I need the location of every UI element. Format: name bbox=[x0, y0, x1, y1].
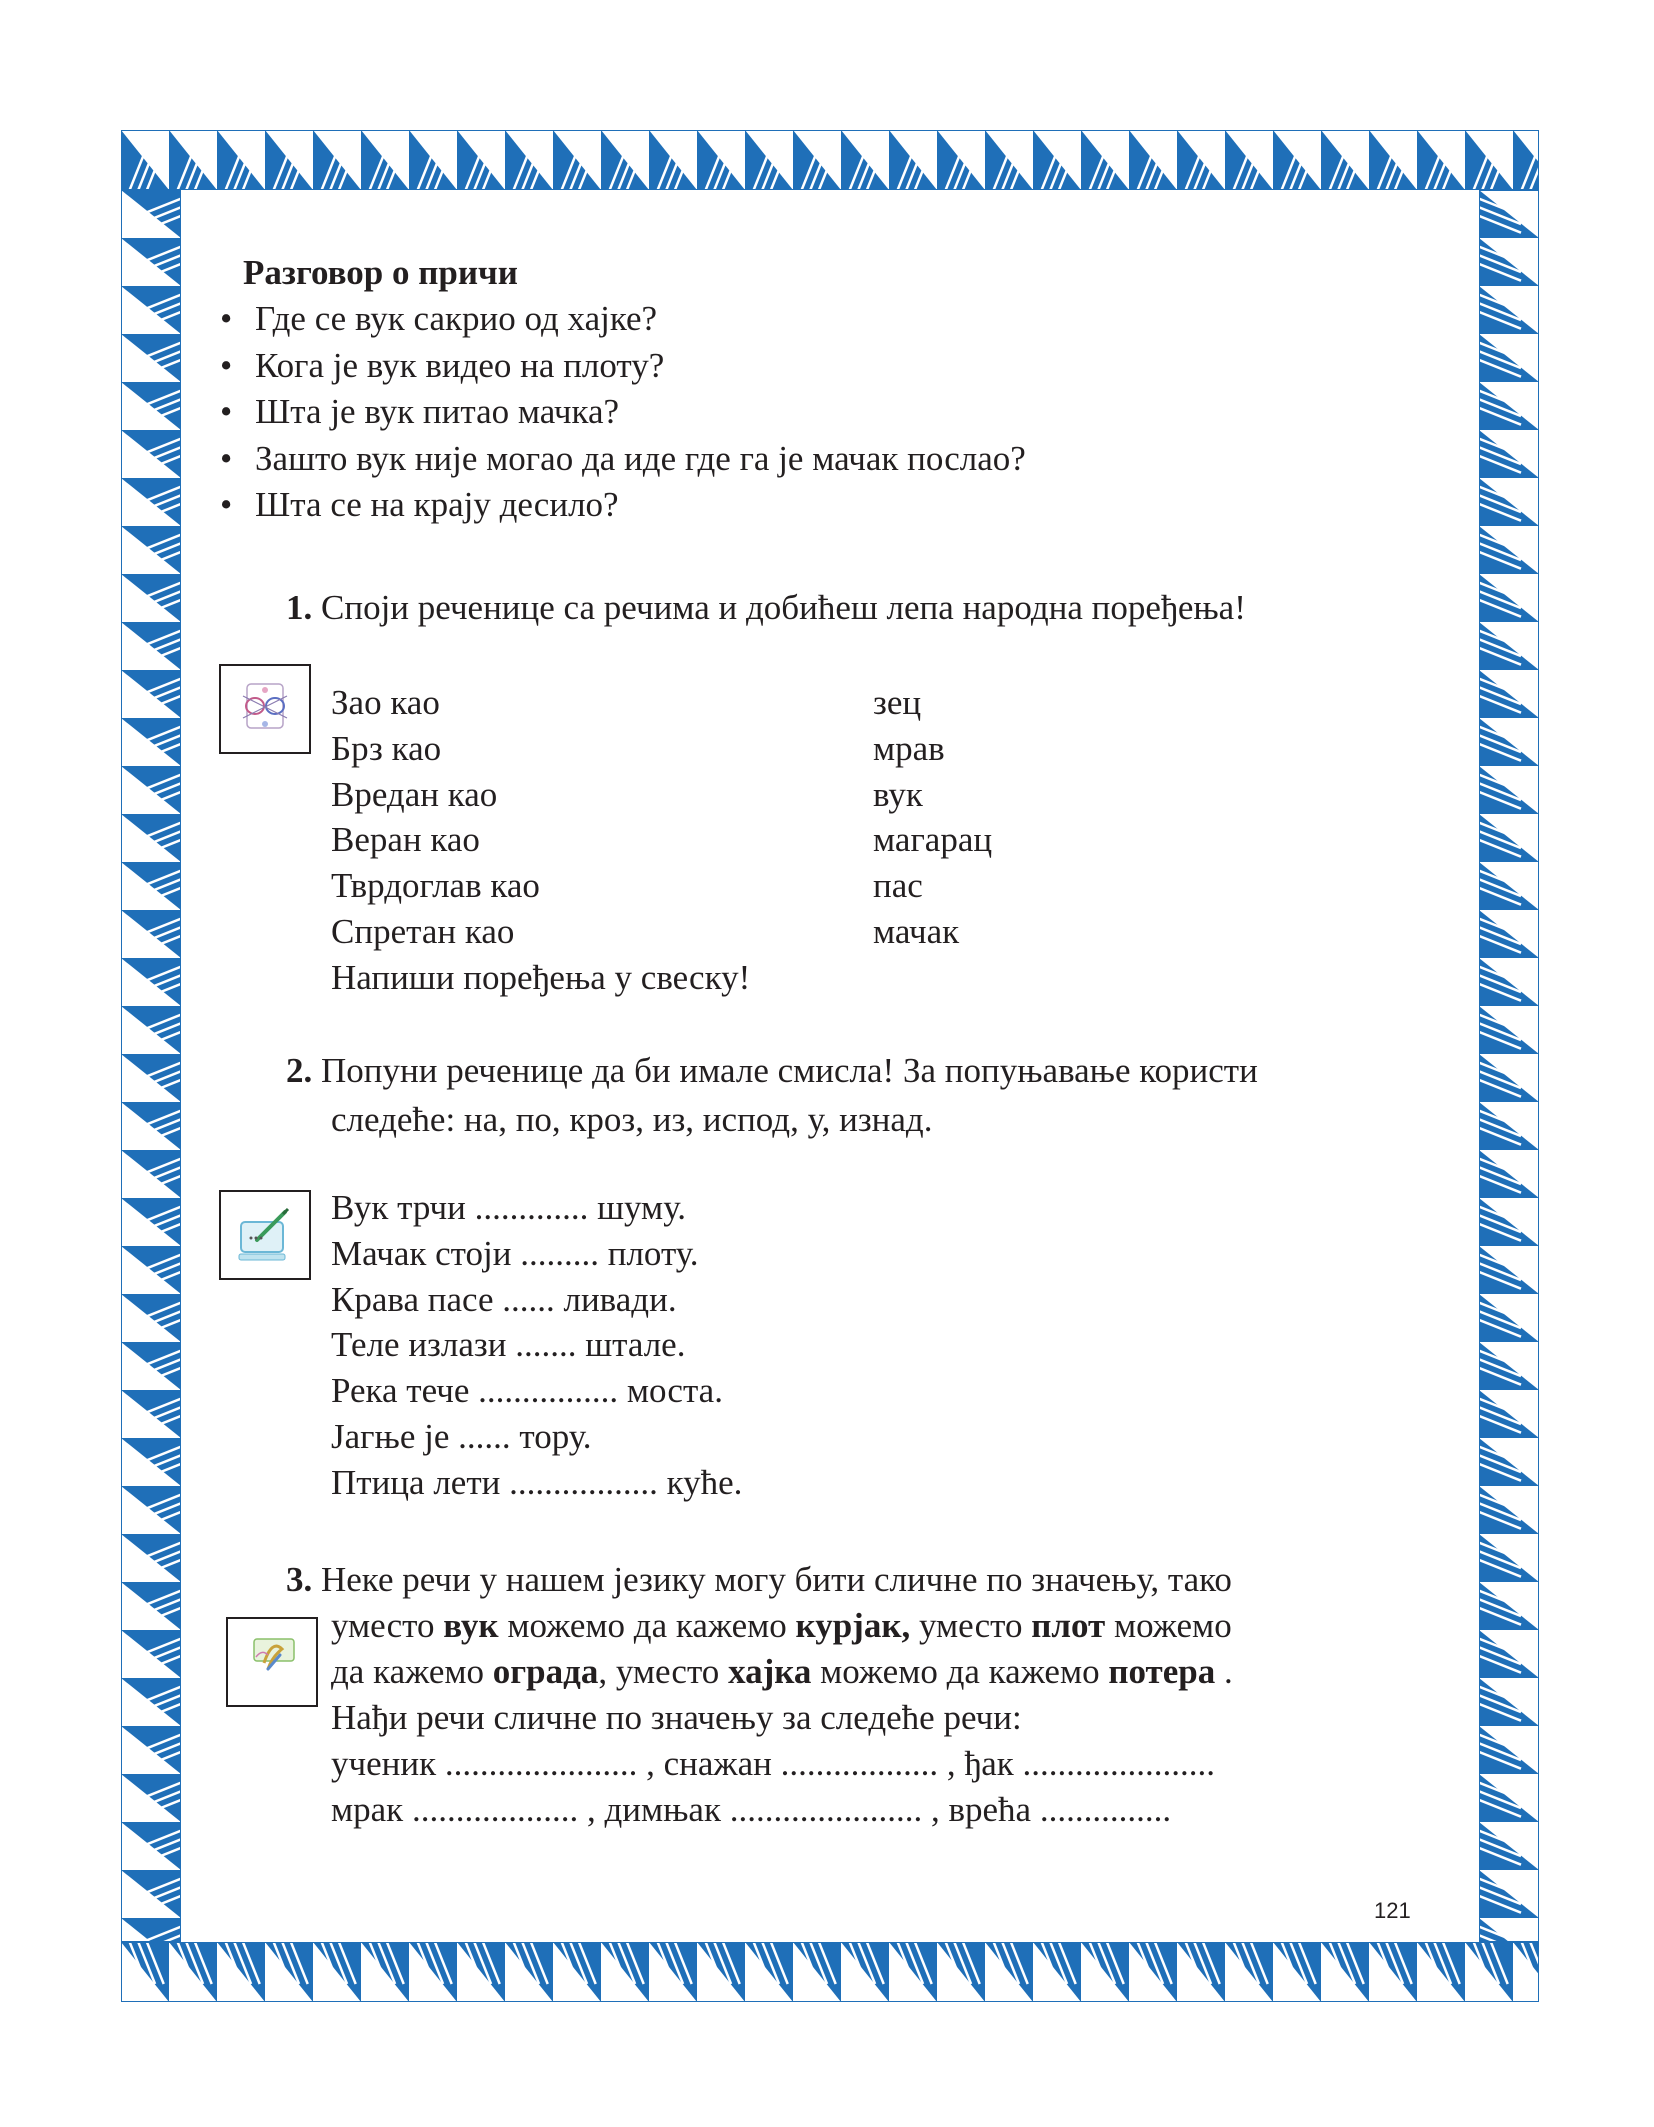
task-1-instruction bbox=[286, 585, 1246, 631]
task-3-line1 bbox=[286, 1557, 1416, 1603]
bullet-icon: • bbox=[220, 345, 233, 385]
list-item: • Кога је вук видео на плоту? bbox=[220, 343, 1026, 390]
list-item: Река тече ................ моста. bbox=[331, 1371, 723, 1411]
list-item: • Шта се на крају десило? bbox=[220, 482, 1026, 529]
task-number: 2. bbox=[286, 1051, 313, 1090]
task-text: Попуни реченице да би имале смисла! За попуњавање користи bbox=[321, 1051, 1258, 1090]
border-right bbox=[1479, 190, 1539, 1942]
list-item: зец bbox=[873, 683, 922, 722]
list-item: вук bbox=[873, 774, 923, 814]
list-item: • Где се вук сакрио од хајке? bbox=[220, 296, 1026, 343]
comparison-left-column bbox=[331, 680, 750, 1001]
list-item: Птица лети ................. куће. bbox=[331, 1462, 743, 1502]
border-left bbox=[121, 190, 181, 1942]
comparison-right-column bbox=[873, 680, 992, 955]
task-3-line4: Нађи речи сличне по значењу за следеће речи: bbox=[331, 1698, 1022, 1737]
task-text: Споји реченице са речима и добићеш лепа народна поређења! bbox=[321, 588, 1246, 627]
task-2-instruction bbox=[286, 1048, 1258, 1094]
task-number: 1. bbox=[286, 588, 313, 627]
list-item: Јагње је ...... тору. bbox=[331, 1416, 592, 1456]
list-item: Мачак стоји ......... плоту. bbox=[331, 1233, 699, 1273]
border-bottom bbox=[121, 1942, 1539, 2002]
list-item: магарац bbox=[873, 820, 993, 860]
list-item: Брз као bbox=[331, 728, 442, 768]
list-item: мачак bbox=[873, 911, 960, 951]
question-list bbox=[220, 296, 1026, 529]
list-item: • Зашто вук није могао да иде где га је мачак послао? bbox=[220, 436, 1026, 483]
list-item: Спретан као bbox=[331, 911, 515, 951]
write-icon bbox=[219, 1190, 311, 1280]
task-3-synonyms-row1: ученик ...................... , снажан .................. , ђак ...................... bbox=[331, 1744, 1216, 1783]
bullet-icon: • bbox=[220, 485, 233, 524]
task-3-line2: уместо вук можемо да кажемо курјак, уместо плот можемо bbox=[331, 1606, 1232, 1645]
section-heading: Разговор о причи bbox=[243, 253, 518, 292]
list-item: мрав bbox=[873, 728, 945, 768]
task-2-instruction-line2: следеће: на, по, кроз, из, испод, у, изнад. bbox=[331, 1100, 933, 1139]
bullet-icon: • bbox=[220, 299, 233, 338]
task-3-synonyms-row2: мрак ................... , димњак ...................... , врећа ............... bbox=[331, 1790, 1172, 1829]
list-item: Тврдоглав као bbox=[331, 866, 540, 906]
list-item: Крава пасе ...... ливади. bbox=[331, 1279, 677, 1319]
list-item: Вук трчи ............. шуму. bbox=[331, 1188, 686, 1227]
bullet-icon: • bbox=[220, 392, 233, 431]
page-number: 121 bbox=[1374, 1898, 1411, 1923]
task-1-footer: Напиши поређења у свеску! bbox=[331, 957, 751, 997]
list-item: Теле излази ....... штале. bbox=[331, 1325, 686, 1365]
task-number: 3. bbox=[286, 1560, 313, 1599]
connect-icon bbox=[219, 664, 311, 754]
list-item: пас bbox=[873, 866, 923, 906]
list-item: Вредан као bbox=[331, 774, 498, 814]
list-item: Веран као bbox=[331, 820, 480, 860]
border-top bbox=[121, 130, 1539, 190]
list-item: Зао као bbox=[331, 683, 440, 722]
list-item: • Шта је вук питао мачка? bbox=[220, 389, 1026, 436]
bullet-icon: • bbox=[220, 438, 233, 478]
task-3-line3: да кажемо ограда, уместо хајка можемо да кажемо потера . bbox=[331, 1652, 1233, 1691]
pencil-icon bbox=[226, 1617, 318, 1707]
fill-in-sentences bbox=[331, 1185, 742, 1506]
task-text: Неке речи у нашем језику могу бити сличне по значењу, тако bbox=[321, 1560, 1232, 1599]
